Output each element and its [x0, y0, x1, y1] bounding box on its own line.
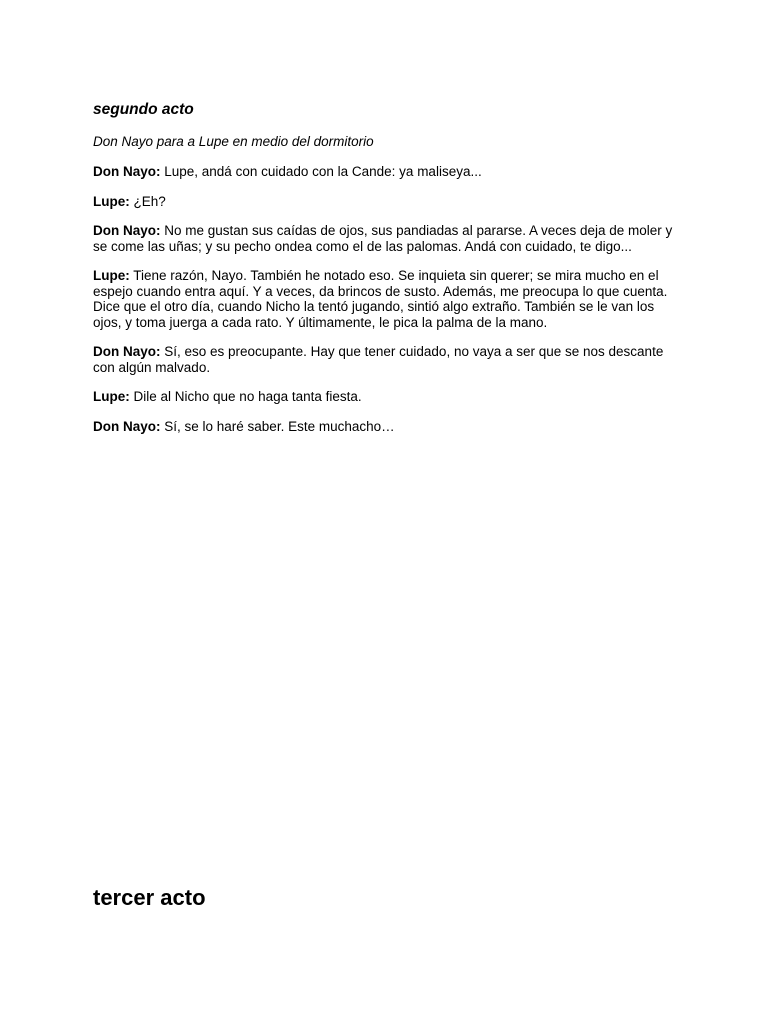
dialogue-line — [93, 164, 683, 180]
document-page — [93, 0, 683, 1024]
dialogue-line — [93, 389, 683, 405]
speaker-name: Don Nayo: — [93, 344, 161, 359]
speaker-name: Don Nayo: — [93, 418, 161, 434]
dialogue-text: Lupe, andá con cuidado con la Cande: ya maliseya... — [160, 164, 482, 179]
dialogue-line — [93, 419, 683, 435]
dialogue-text: Sí, eso es preocupante. Hay que tener cuidado, no vaya a ser que se nos descante con algún malvado. — [93, 344, 664, 375]
dialogue-line — [93, 194, 683, 210]
dialogue-text: ¿Eh? — [129, 193, 166, 209]
speaker-name: Don Nayo: — [93, 164, 161, 179]
dialogue-text: Tiene razón, Nayo. También he notado eso. Se inquieta sin querer; se mira mucho en el espejo cuando entra aquí. Y a veces, da brincos de susto. Además, me preocupa lo que cuenta. Dice que el otro día, cuando Nicho la tentó jugando, sintió algo extraño. También se le van los ojos, y toma juerga a cada rato. Y últimamente, le pica la palma de la mano. — [93, 268, 668, 330]
dialogue-line — [93, 268, 683, 330]
act-three-heading: tercer acto — [93, 885, 206, 910]
act-two-heading: segundo acto — [93, 101, 194, 118]
speaker-name: Lupe: — [93, 268, 130, 283]
speaker-name: Lupe: — [93, 389, 130, 404]
dialogue-text: No me gustan sus caídas de ojos, sus pandiadas al pararse. A veces deja de moler y se come las uñas; y su pecho ondea como el de las palomas. Andá con cuidado, te digo... — [93, 223, 673, 254]
dialogue-block — [93, 164, 683, 448]
speaker-name: Don Nayo: — [93, 223, 161, 238]
dialogue-line — [93, 344, 683, 375]
stage-direction: Don Nayo para a Lupe en medio del dormitorio — [93, 134, 374, 149]
dialogue-line — [93, 223, 683, 254]
speaker-name: Lupe: — [93, 193, 130, 209]
dialogue-text: Sí, se lo haré saber. Este muchacho… — [160, 418, 395, 434]
dialogue-text: Dile al Nicho que no haga tanta fiesta. — [129, 389, 362, 404]
